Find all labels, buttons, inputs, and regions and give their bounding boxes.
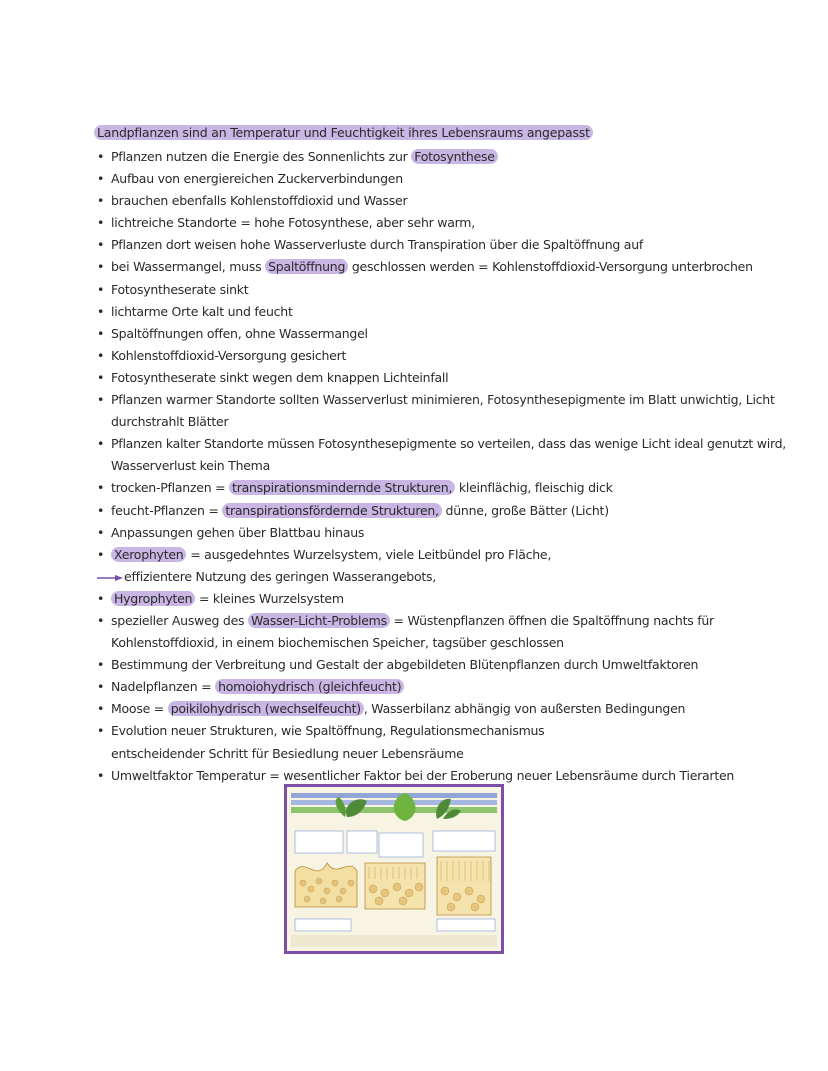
list-item — [94, 256, 794, 278]
bullet-icon: • — [97, 502, 105, 518]
note-text-continued: durchstrahlt Blätter — [111, 414, 229, 430]
list-item — [94, 367, 794, 389]
list-item — [94, 301, 794, 323]
highlighted-term: Fotosynthese — [411, 149, 498, 164]
note-text: feucht-Pflanzen = — [111, 502, 223, 518]
list-item — [94, 389, 794, 433]
list-item — [94, 433, 794, 477]
note-text: = kleines Wurzelsystem — [195, 590, 344, 606]
note-text: Pflanzen dort weisen hohe Wasserverluste durch Transpiration über die Spaltöffnung auf — [111, 237, 644, 253]
bullet-icon: • — [97, 436, 105, 452]
leaf-cross-section-figure — [284, 784, 504, 954]
bullet-icon: • — [97, 325, 105, 341]
bullet-icon: • — [97, 657, 105, 673]
note-text: , Wasserbilanz abhängig von außersten Bedingungen — [363, 701, 686, 717]
list-item — [94, 698, 794, 720]
note-text: Pflanzen nutzen die Energie des Sonnenlichts zur — [111, 149, 412, 164]
note-text: spezieller Ausweg des — [111, 612, 249, 628]
note-text: Spaltöffnungen offen, ohne Wassermangel — [111, 325, 368, 341]
bullet-icon: • — [97, 303, 105, 319]
note-text: trocken-Pflanzen = — [111, 480, 230, 496]
bullet-icon: • — [97, 347, 105, 363]
list-item — [94, 212, 794, 234]
note-text: Aufbau von energiereichen Zuckerverbindungen — [111, 171, 403, 187]
note-text: geschlossen werden = Kohlenstoffdioxid-Versorgung unterbrochen — [348, 259, 753, 275]
title-highlight: Landpflanzen sind an Temperatur und Feuchtigkeit ihres Lebensraums angepasst — [94, 125, 593, 140]
bullet-icon: • — [97, 171, 105, 187]
bullet-icon: • — [97, 281, 105, 297]
list-item — [94, 500, 794, 522]
bullet-icon: • — [97, 524, 105, 540]
note-text: Kohlenstoffdioxid-Versorgung gesichert — [111, 347, 347, 363]
highlighted-term: Spaltöffnung — [265, 259, 348, 274]
note-text: Pflanzen warmer Standorte sollten Wasserverlust minimieren, Fotosynthesepigmente im Blatt unwichtig, Licht — [111, 392, 775, 408]
note-text: lichtreiche Standorte = hohe Fotosynthese, aber sehr warm, — [111, 215, 475, 231]
bullet-icon: • — [97, 723, 105, 739]
note-text: = ausgedehntes Wurzelsystem, viele Leitbündel pro Fläche, — [186, 546, 552, 562]
note-text-continued: Kohlenstoffdioxid, in einem biochemischen Speicher, tagsüber geschlossen — [111, 635, 564, 651]
note-text: lichtarme Orte kalt und feucht — [111, 303, 293, 319]
bullet-icon: • — [97, 392, 105, 408]
bullet-icon: • — [97, 701, 105, 717]
note-text: Pflanzen kalter Standorte müssen Fotosynthesepigmente so verteilen, dass das wenige Licht ideal genutzt wird, — [111, 436, 787, 452]
note-text-continued: Wasserverlust kein Thema — [111, 458, 271, 474]
highlighted-term: transpirationsmindernde Strukturen, — [229, 480, 455, 495]
list-item — [94, 168, 794, 190]
bullet-icon: • — [97, 259, 105, 275]
page-title — [94, 124, 593, 142]
highlighted-term: Xerophyten — [111, 547, 186, 562]
list-item — [94, 345, 794, 367]
list-item — [94, 522, 794, 544]
highlighted-term: homoiohydrisch (gleichfeucht) — [215, 679, 404, 694]
note-text: brauchen ebenfalls Kohlenstoffdioxid und Wasser — [111, 193, 408, 209]
list-item — [94, 323, 794, 345]
highlighted-term: transpirationsfördernde Strukturen, — [222, 503, 442, 518]
list-item — [94, 146, 794, 168]
list-item — [94, 588, 794, 610]
leaf-diagram-illustration — [287, 787, 501, 951]
note-text: effizientere Nutzung des geringen Wasserangebots, — [124, 568, 437, 584]
note-text: = Wüstenpflanzen öffnen die Spaltöffnung nachts für — [389, 612, 714, 628]
bullet-icon: • — [97, 679, 105, 695]
bullet-icon: • — [97, 767, 105, 783]
list-item — [94, 720, 794, 764]
list-item — [94, 234, 794, 256]
bullet-icon: • — [97, 149, 105, 164]
highlighted-term: Wasser-Licht-Problems — [248, 613, 390, 628]
list-item — [94, 610, 794, 654]
list-item — [94, 279, 794, 301]
note-text: dünne, große Bätter (Licht) — [441, 502, 609, 518]
bullet-icon: • — [97, 369, 105, 385]
note-text: Nadelpflanzen = — [111, 679, 216, 695]
note-text: kleinflächig, fleischig dick — [455, 480, 613, 496]
note-text: Evolution neuer Strukturen, wie Spaltöffnung, Regulationsmechanismus — [111, 723, 545, 739]
list-item — [94, 566, 794, 588]
bullet-icon: • — [97, 193, 105, 209]
note-text: bei Wassermangel, muss — [111, 259, 266, 275]
list-item — [94, 190, 794, 212]
list-item — [94, 477, 794, 499]
notes-list — [94, 146, 794, 787]
bullet-icon: • — [97, 480, 105, 496]
note-text: Moose = — [111, 701, 168, 717]
arrow-right-icon — [97, 575, 123, 581]
list-item — [94, 676, 794, 698]
bullet-icon: • — [97, 546, 105, 562]
bullet-icon: • — [97, 590, 105, 606]
highlighted-term: poikilohydrisch (wechselfeucht) — [168, 701, 364, 716]
note-text: Fotosyntheserate sinkt — [111, 281, 249, 297]
note-text: Fotosyntheserate sinkt wegen dem knappen Lichteinfall — [111, 369, 449, 385]
bullet-icon: • — [97, 237, 105, 253]
bullet-icon: • — [97, 612, 105, 628]
note-text: Anpassungen gehen über Blattbau hinaus — [111, 524, 365, 540]
highlighted-term: Hygrophyten — [111, 591, 195, 606]
list-item — [94, 654, 794, 676]
list-item — [94, 544, 794, 566]
note-text: Umweltfaktor Temperatur = wesentlicher Faktor bei der Eroberung neuer Lebensräume durch Tierarten — [111, 767, 735, 783]
bullet-icon: • — [97, 215, 105, 231]
note-text-continued: entscheidender Schritt für Besiedlung neuer Lebensräume — [111, 745, 464, 761]
note-text: Bestimmung der Verbreitung und Gestalt der abgebildeten Blütenpflanzen durch Umweltfaktoren — [111, 657, 699, 673]
